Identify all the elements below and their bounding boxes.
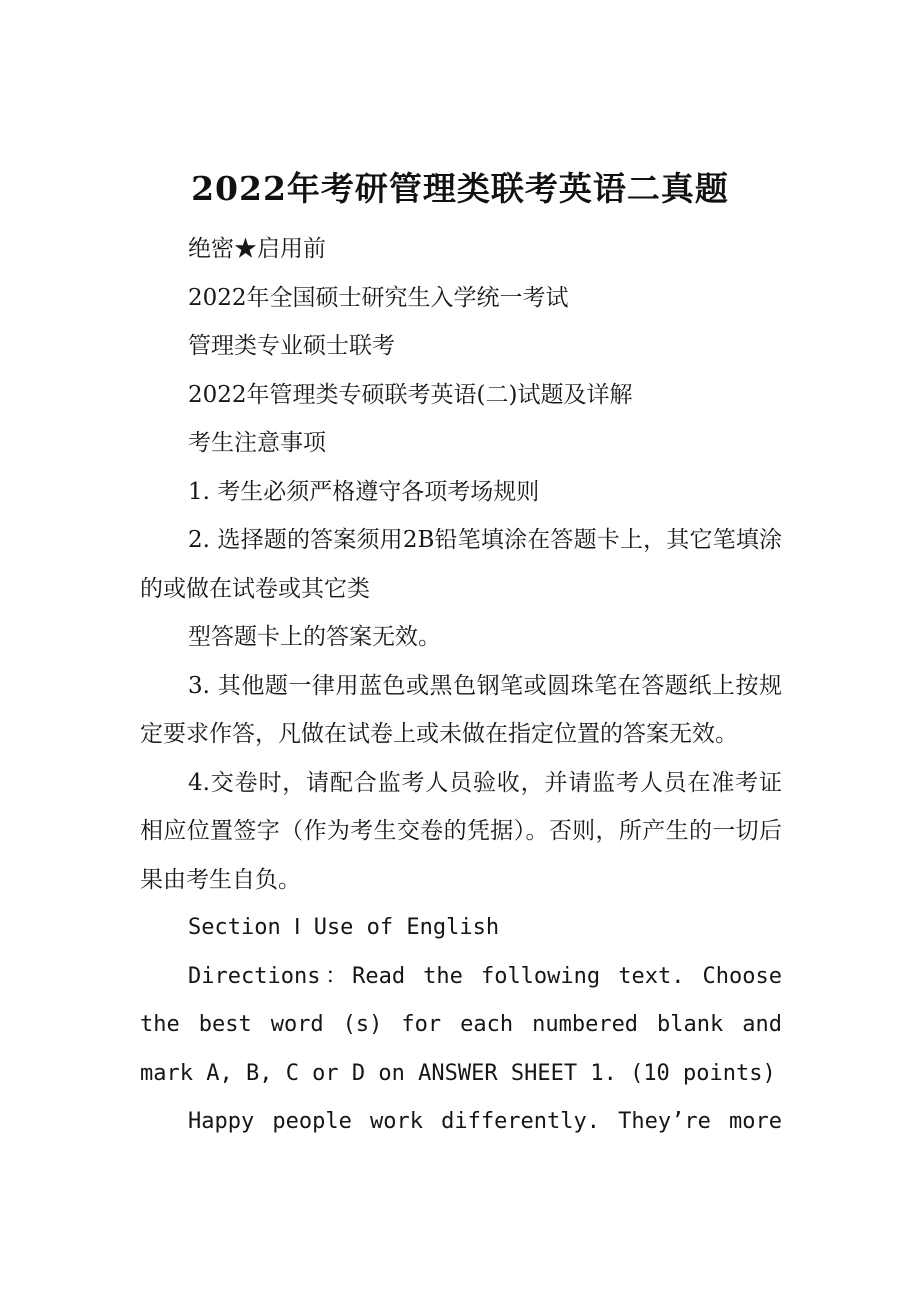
notice-item-4: 4.交卷时，请配合监考人员验收，并请监考人员在准考证相应位置签字（作为考生交卷的凭据）。否则，所产生的一切后果由考生自负。 (140, 769, 782, 893)
notice-item-2: 2. 选择题的答案须用2B铅笔填涂在答题卡上，其它笔填涂的或做在试卷或其它类 (140, 527, 782, 602)
document-title: 2022年考研管理类联考英语二真题 (191, 169, 729, 209)
exam-category: 管理类专业硕士联考 (188, 333, 395, 359)
directions-text: Directions：Read the following text. Choose the best word (s) for each numbered blank and mark A, B, C or D on ANSWER SHEET 1. (10 points) (140, 963, 782, 1086)
notice-heading: 考生注意事项 (188, 430, 326, 456)
notice-item-1: 1. 考生必须严格遵守各项考场规则 (188, 478, 540, 505)
notice-item-3: 3. 其他题一律用蓝色或黑色钢笔或圆珠笔在答题纸上按规定要求作答，凡做在试卷上或未做在指定位置的答案无效。 (140, 672, 782, 747)
exam-name: 2022年全国硕士研究生入学统一考试 (188, 284, 569, 311)
notice-item-2-continued: 型答题卡上的答案无效。 (188, 624, 441, 650)
paper-name: 2022年管理类专硕联考英语(二)试题及详解 (188, 381, 633, 408)
document-body (140, 225, 782, 1147)
section-heading: Section Ⅰ Use of English (188, 915, 500, 940)
passage-first-line: Happy people work differently. They’re more (188, 1109, 782, 1134)
confidential-mark: 绝密★启用前 (188, 236, 326, 262)
